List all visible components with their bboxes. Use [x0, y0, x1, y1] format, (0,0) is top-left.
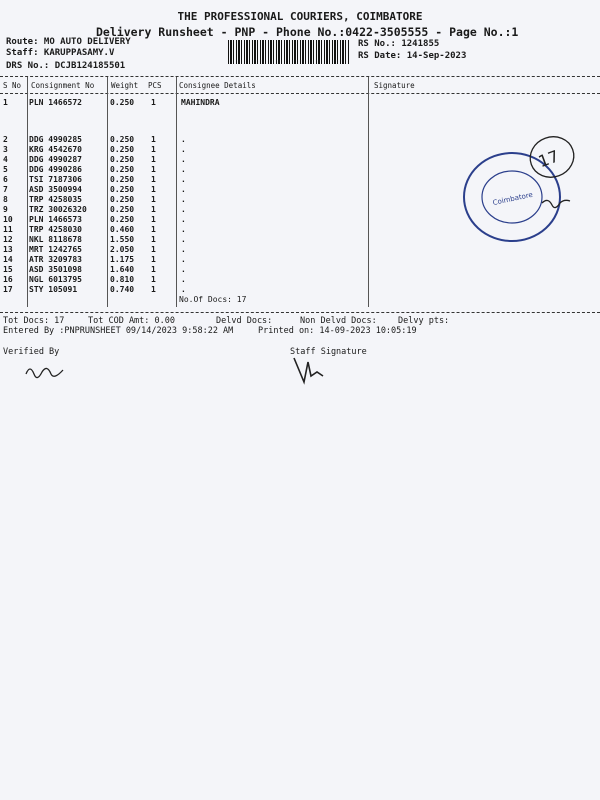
table-row-consignee: .	[181, 225, 186, 234]
table-row-sno: 15	[3, 265, 13, 274]
table-row-consignment: ASD 3500994	[29, 185, 82, 194]
table-row-consignee: .	[181, 165, 186, 174]
svg-text:17: 17	[535, 146, 562, 172]
non-delvd-docs: Non Delvd Docs:	[300, 316, 377, 326]
route-label: Route: MO AUTO DELIVERY	[6, 37, 131, 47]
table-row-sno: 6	[3, 175, 8, 184]
table-row-weight: 0.250	[110, 195, 135, 204]
table-row-consignment: DDG 4990286	[29, 165, 82, 174]
company-title: THE PROFESSIONAL COURIERS, COIMBATORE	[177, 10, 423, 23]
table-row-consignee: .	[181, 235, 186, 244]
tot-docs: Tot Docs: 17	[3, 316, 65, 326]
table-row-consignee: .	[181, 285, 186, 294]
table-row-pcs: 1	[151, 245, 156, 254]
table-row-pcs: 1	[151, 265, 156, 274]
delvd-docs: Delvd Docs:	[216, 316, 273, 326]
header-top-rule	[0, 76, 600, 77]
table-row-weight: 1.640	[110, 265, 135, 274]
header-bottom-rule	[0, 93, 600, 94]
table-row-sno: 11	[3, 225, 13, 234]
table-row-weight: 0.250	[110, 185, 135, 194]
table-row-sno: 17	[3, 285, 13, 294]
col-divider	[107, 77, 108, 307]
no-of-docs: No.Of Docs: 17	[179, 295, 247, 304]
col-signature: Signature	[374, 81, 415, 90]
table-row-weight: 1.550	[110, 235, 135, 244]
table-row-consignment: ATR 3209783	[29, 255, 82, 264]
delvy-pts: Delvy pts:	[398, 316, 450, 326]
table-row-sno: 5	[3, 165, 8, 174]
table-row-consignment: PLN 1466573	[29, 215, 82, 224]
table-row-weight: 0.250	[110, 215, 135, 224]
table-row-sno: 2	[3, 135, 8, 144]
row-1-consignee: MAHINDRA	[181, 98, 220, 107]
barcode	[228, 40, 350, 64]
table-row-sno: 14	[3, 255, 13, 264]
table-row-weight: 0.250	[110, 135, 135, 144]
staff-label: Staff: KARUPPASAMY.V	[6, 48, 115, 58]
table-row-weight: 0.250	[110, 145, 135, 154]
footer-rule	[0, 312, 600, 313]
table-row-weight: 0.250	[110, 205, 135, 214]
table-row-consignee: .	[181, 265, 186, 274]
runsheet-title: Delivery Runsheet - PNP - Phone No.:0422-3505555 - Page No.:1	[96, 25, 519, 39]
table-row-consignment: TRZ 30026320	[29, 205, 87, 214]
row-1-sno: 1	[3, 98, 8, 107]
table-row-consignee: .	[181, 215, 186, 224]
table-row-weight: 0.740	[110, 285, 135, 294]
table-row-consignment: STY 105091	[29, 285, 78, 294]
rs-date: RS Date: 14-Sep-2023	[358, 51, 467, 61]
table-row-weight: 0.250	[110, 155, 135, 164]
table-row-sno: 9	[3, 205, 8, 214]
table-row-consignment: TRP 4258035	[29, 195, 82, 204]
col-divider	[27, 77, 28, 307]
table-row-pcs: 1	[151, 155, 156, 164]
table-row-consignee: .	[181, 255, 186, 264]
printed-on: Printed on: 14-09-2023 10:05:19	[258, 326, 417, 336]
table-row-pcs: 1	[151, 255, 156, 264]
staff-signature-mark	[288, 352, 328, 387]
table-row-pcs: 1	[151, 165, 156, 174]
table-row-sno: 4	[3, 155, 8, 164]
table-row-sno: 10	[3, 215, 13, 224]
verified-by-label: Verified By	[3, 347, 60, 357]
table-row-consignee: .	[181, 205, 186, 214]
table-row-consignee: .	[181, 185, 186, 194]
table-row-consignment: ASD 3501098	[29, 265, 82, 274]
company-stamp	[450, 125, 590, 255]
table-row-pcs: 1	[151, 285, 156, 294]
table-row-consignee: .	[181, 275, 186, 284]
table-row-consignment: TRP 4258030	[29, 225, 82, 234]
table-row-weight: 1.175	[110, 255, 135, 264]
table-row-pcs: 1	[151, 145, 156, 154]
table-row-pcs: 1	[151, 275, 156, 284]
table-row-pcs: 1	[151, 185, 156, 194]
table-row-weight: 0.460	[110, 225, 135, 234]
table-row-consignment: DDG 4990287	[29, 155, 82, 164]
verifier-signature	[22, 360, 67, 385]
table-row-consignment: KRG 4542670	[29, 145, 82, 154]
drs-number: DRS No.: DCJB124185501	[6, 61, 126, 71]
col-sno: S No	[3, 81, 22, 90]
rs-number: RS No.: 1241855	[358, 39, 440, 49]
table-row-sno: 12	[3, 235, 13, 244]
table-row-consignee: .	[181, 135, 186, 144]
table-row-consignment: DDG 4990285	[29, 135, 82, 144]
table-row-sno: 13	[3, 245, 13, 254]
table-row-pcs: 1	[151, 235, 156, 244]
table-row-sno: 3	[3, 145, 8, 154]
table-row-weight: 0.810	[110, 275, 135, 284]
table-row-consignee: .	[181, 245, 186, 254]
col-divider	[368, 77, 369, 307]
table-row-pcs: 1	[151, 175, 156, 184]
col-consignee: Consignee Details	[179, 81, 256, 90]
table-row-consignee: .	[181, 155, 186, 164]
table-row-consignment: TSI 7187306	[29, 175, 82, 184]
svg-text:Coimbatore: Coimbatore	[492, 190, 534, 208]
table-row-consignment: NKL 8118678	[29, 235, 82, 244]
table-row-sno: 16	[3, 275, 13, 284]
table-row-weight: 0.250	[110, 175, 135, 184]
col-divider	[176, 77, 177, 307]
table-row-consignment: NGL 6013795	[29, 275, 82, 284]
row-1-pcs: 1	[151, 98, 156, 107]
table-row-consignee: .	[181, 175, 186, 184]
table-row-consignee: .	[181, 195, 186, 204]
table-row-pcs: 1	[151, 225, 156, 234]
col-consignment: Consignment No	[31, 81, 95, 90]
tot-cod-amt: Tot COD Amt: 0.00	[88, 316, 175, 326]
table-row-consignment: MRT 1242765	[29, 245, 82, 254]
table-row-consignee: .	[181, 145, 186, 154]
staff-signature-label: Staff Signature	[290, 347, 367, 357]
col-weight: Weight	[111, 81, 139, 90]
table-row-pcs: 1	[151, 215, 156, 224]
table-row-sno: 7	[3, 185, 8, 194]
table-row-pcs: 1	[151, 135, 156, 144]
row-1-weight: 0.250	[110, 98, 135, 107]
table-row-weight: 2.050	[110, 245, 135, 254]
row-1-consignment: PLN 1466572	[29, 98, 82, 107]
table-row-weight: 0.250	[110, 165, 135, 174]
table-row-pcs: 1	[151, 205, 156, 214]
table-row-sno: 8	[3, 195, 8, 204]
table-row-pcs: 1	[151, 195, 156, 204]
entered-by: Entered By :PNPRUNSHEET 09/14/2023 9:58:22 AM	[3, 326, 234, 336]
col-pcs: PCS	[148, 81, 162, 90]
